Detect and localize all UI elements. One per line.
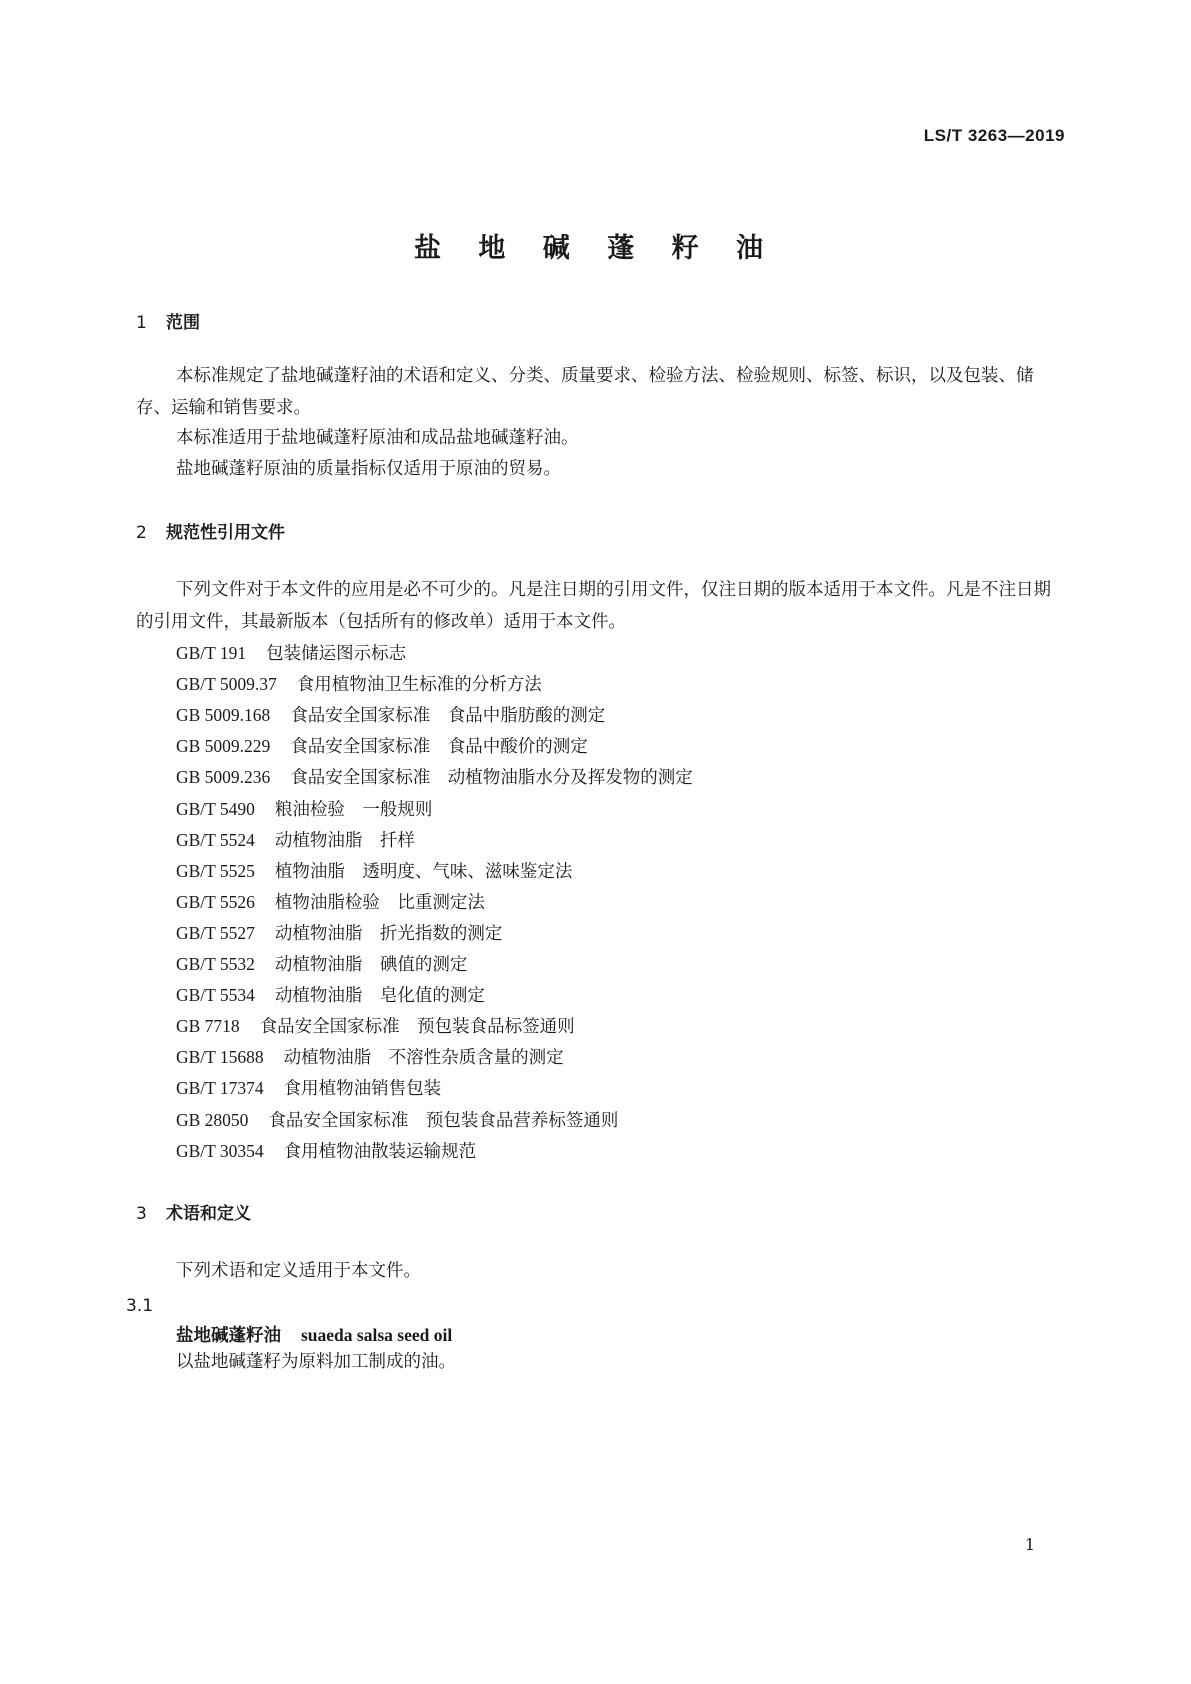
reference-code: GB/T 5527 (176, 922, 255, 943)
reference-item (176, 1075, 441, 1100)
term-definition: 以盐地碱蓬籽为原料加工制成的油。 (176, 1352, 456, 1372)
term-entry (176, 1322, 452, 1347)
reference-item (176, 796, 432, 821)
reference-code: GB/T 5525 (176, 860, 255, 881)
reference-item (176, 1044, 564, 1069)
reference-code: GB 28050 (176, 1109, 249, 1130)
reference-code: GB 7718 (176, 1016, 240, 1037)
reference-item (176, 920, 502, 945)
section-heading-references (136, 518, 285, 543)
reference-code: GB/T 5009.37 (176, 674, 277, 695)
reference-title: 植物油脂 透明度、气味、滋味鉴定法 (274, 861, 573, 882)
section-number: 1 (136, 313, 147, 333)
reference-code: GB/T 5524 (176, 829, 255, 850)
reference-item (176, 764, 693, 789)
reference-title: 动植物油脂 折光指数的测定 (274, 923, 503, 944)
reference-title: 动植物油脂 不溶性杂质含量的测定 (283, 1048, 564, 1069)
reference-title: 包装储运图示标志 (266, 644, 407, 664)
page-number: 1 (1024, 1535, 1035, 1554)
reference-item (176, 671, 542, 696)
reference-code: GB/T 5534 (176, 985, 255, 1006)
paragraph: 盐地碱蓬籽原油的质量指标仅适用于原油的贸易。 (176, 459, 561, 479)
reference-code: GB/T 5526 (176, 891, 255, 912)
reference-title: 植物油脂检验 比重测定法 (274, 892, 485, 913)
reference-code: GB 5009.229 (176, 736, 271, 757)
term-number: 3.1 (126, 1296, 154, 1316)
reference-item (176, 889, 485, 914)
reference-title: 动植物油脂 扦样 (274, 830, 415, 851)
section-title: 术语和定义 (166, 1204, 251, 1224)
document-title: 盐 地 碱 蓬 籽 油 (414, 233, 777, 264)
standard-code: LS/T 3263—2019 (923, 126, 1065, 145)
reference-title: 食用植物油销售包装 (283, 1079, 442, 1100)
reference-item (176, 702, 605, 727)
reference-item (176, 1138, 476, 1163)
reference-title: 动植物油脂 碘值的测定 (274, 955, 468, 975)
reference-item (176, 733, 588, 758)
reference-item (176, 982, 485, 1007)
reference-title: 食品安全国家标准 食品中脂肪酸的测定 (290, 706, 606, 727)
reference-title: 动植物油脂 皂化值的测定 (274, 986, 485, 1007)
reference-code: GB 5009.168 (176, 705, 271, 726)
paragraph: 下列文件对于本文件的应用是必不可少的。凡是注日期的引用文件，仅注日期的版本适用于本文件。凡是不注日期的引用文件，其最新版本（包括所有的修改单）适用于本文件。 (136, 580, 1051, 632)
reference-title: 食品安全国家标准 预包装食品营养标签通则 (268, 1110, 619, 1131)
paragraph: 下列术语和定义适用于本文件。 (176, 1261, 421, 1281)
section-number: 2 (136, 523, 147, 543)
reference-title: 粮油检验 一般规则 (274, 799, 433, 820)
reference-item (176, 858, 572, 883)
reference-title: 食品安全国家标准 动植物油脂水分及挥发物的测定 (290, 768, 693, 789)
paragraph: 本标准适用于盐地碱蓬籽原油和成品盐地碱蓬籽油。 (176, 428, 579, 448)
reference-code: GB 5009.236 (176, 767, 271, 788)
section-title: 范围 (166, 313, 200, 333)
section-number: 3 (136, 1204, 147, 1224)
reference-code: GB/T 5532 (176, 954, 255, 974)
reference-item (176, 827, 415, 852)
reference-code: GB/T 17374 (176, 1078, 264, 1099)
paragraph: 本标准规定了盐地碱蓬籽油的术语和定义、分类、质量要求、检验方法、检验规则、标签、标识，以及包装、储存、运输和销售要求。 (136, 366, 1034, 418)
reference-title: 食用植物油散装运输规范 (283, 1141, 477, 1162)
reference-item (176, 1107, 618, 1132)
reference-code: GB/T 15688 (176, 1047, 264, 1068)
reference-title: 食品安全国家标准 食品中酸价的测定 (290, 737, 588, 758)
reference-title: 食用植物油卫生标准的分析方法 (296, 675, 542, 696)
reference-title: 食品安全国家标准 预包装食品标签通则 (259, 1017, 575, 1038)
reference-code: GB/T 191 (176, 643, 247, 663)
reference-code: GB/T 5490 (176, 798, 255, 819)
section-heading-scope (136, 308, 200, 333)
term-chinese: 盐地碱蓬籽油 (176, 1326, 281, 1346)
term-english: suaeda salsa seed oil (301, 1325, 453, 1345)
reference-item (176, 1013, 575, 1038)
reference-item (176, 640, 406, 665)
reference-item (176, 951, 467, 976)
section-title: 规范性引用文件 (166, 523, 285, 543)
reference-code: GB/T 30354 (176, 1140, 264, 1161)
section-heading-terms (136, 1199, 251, 1224)
